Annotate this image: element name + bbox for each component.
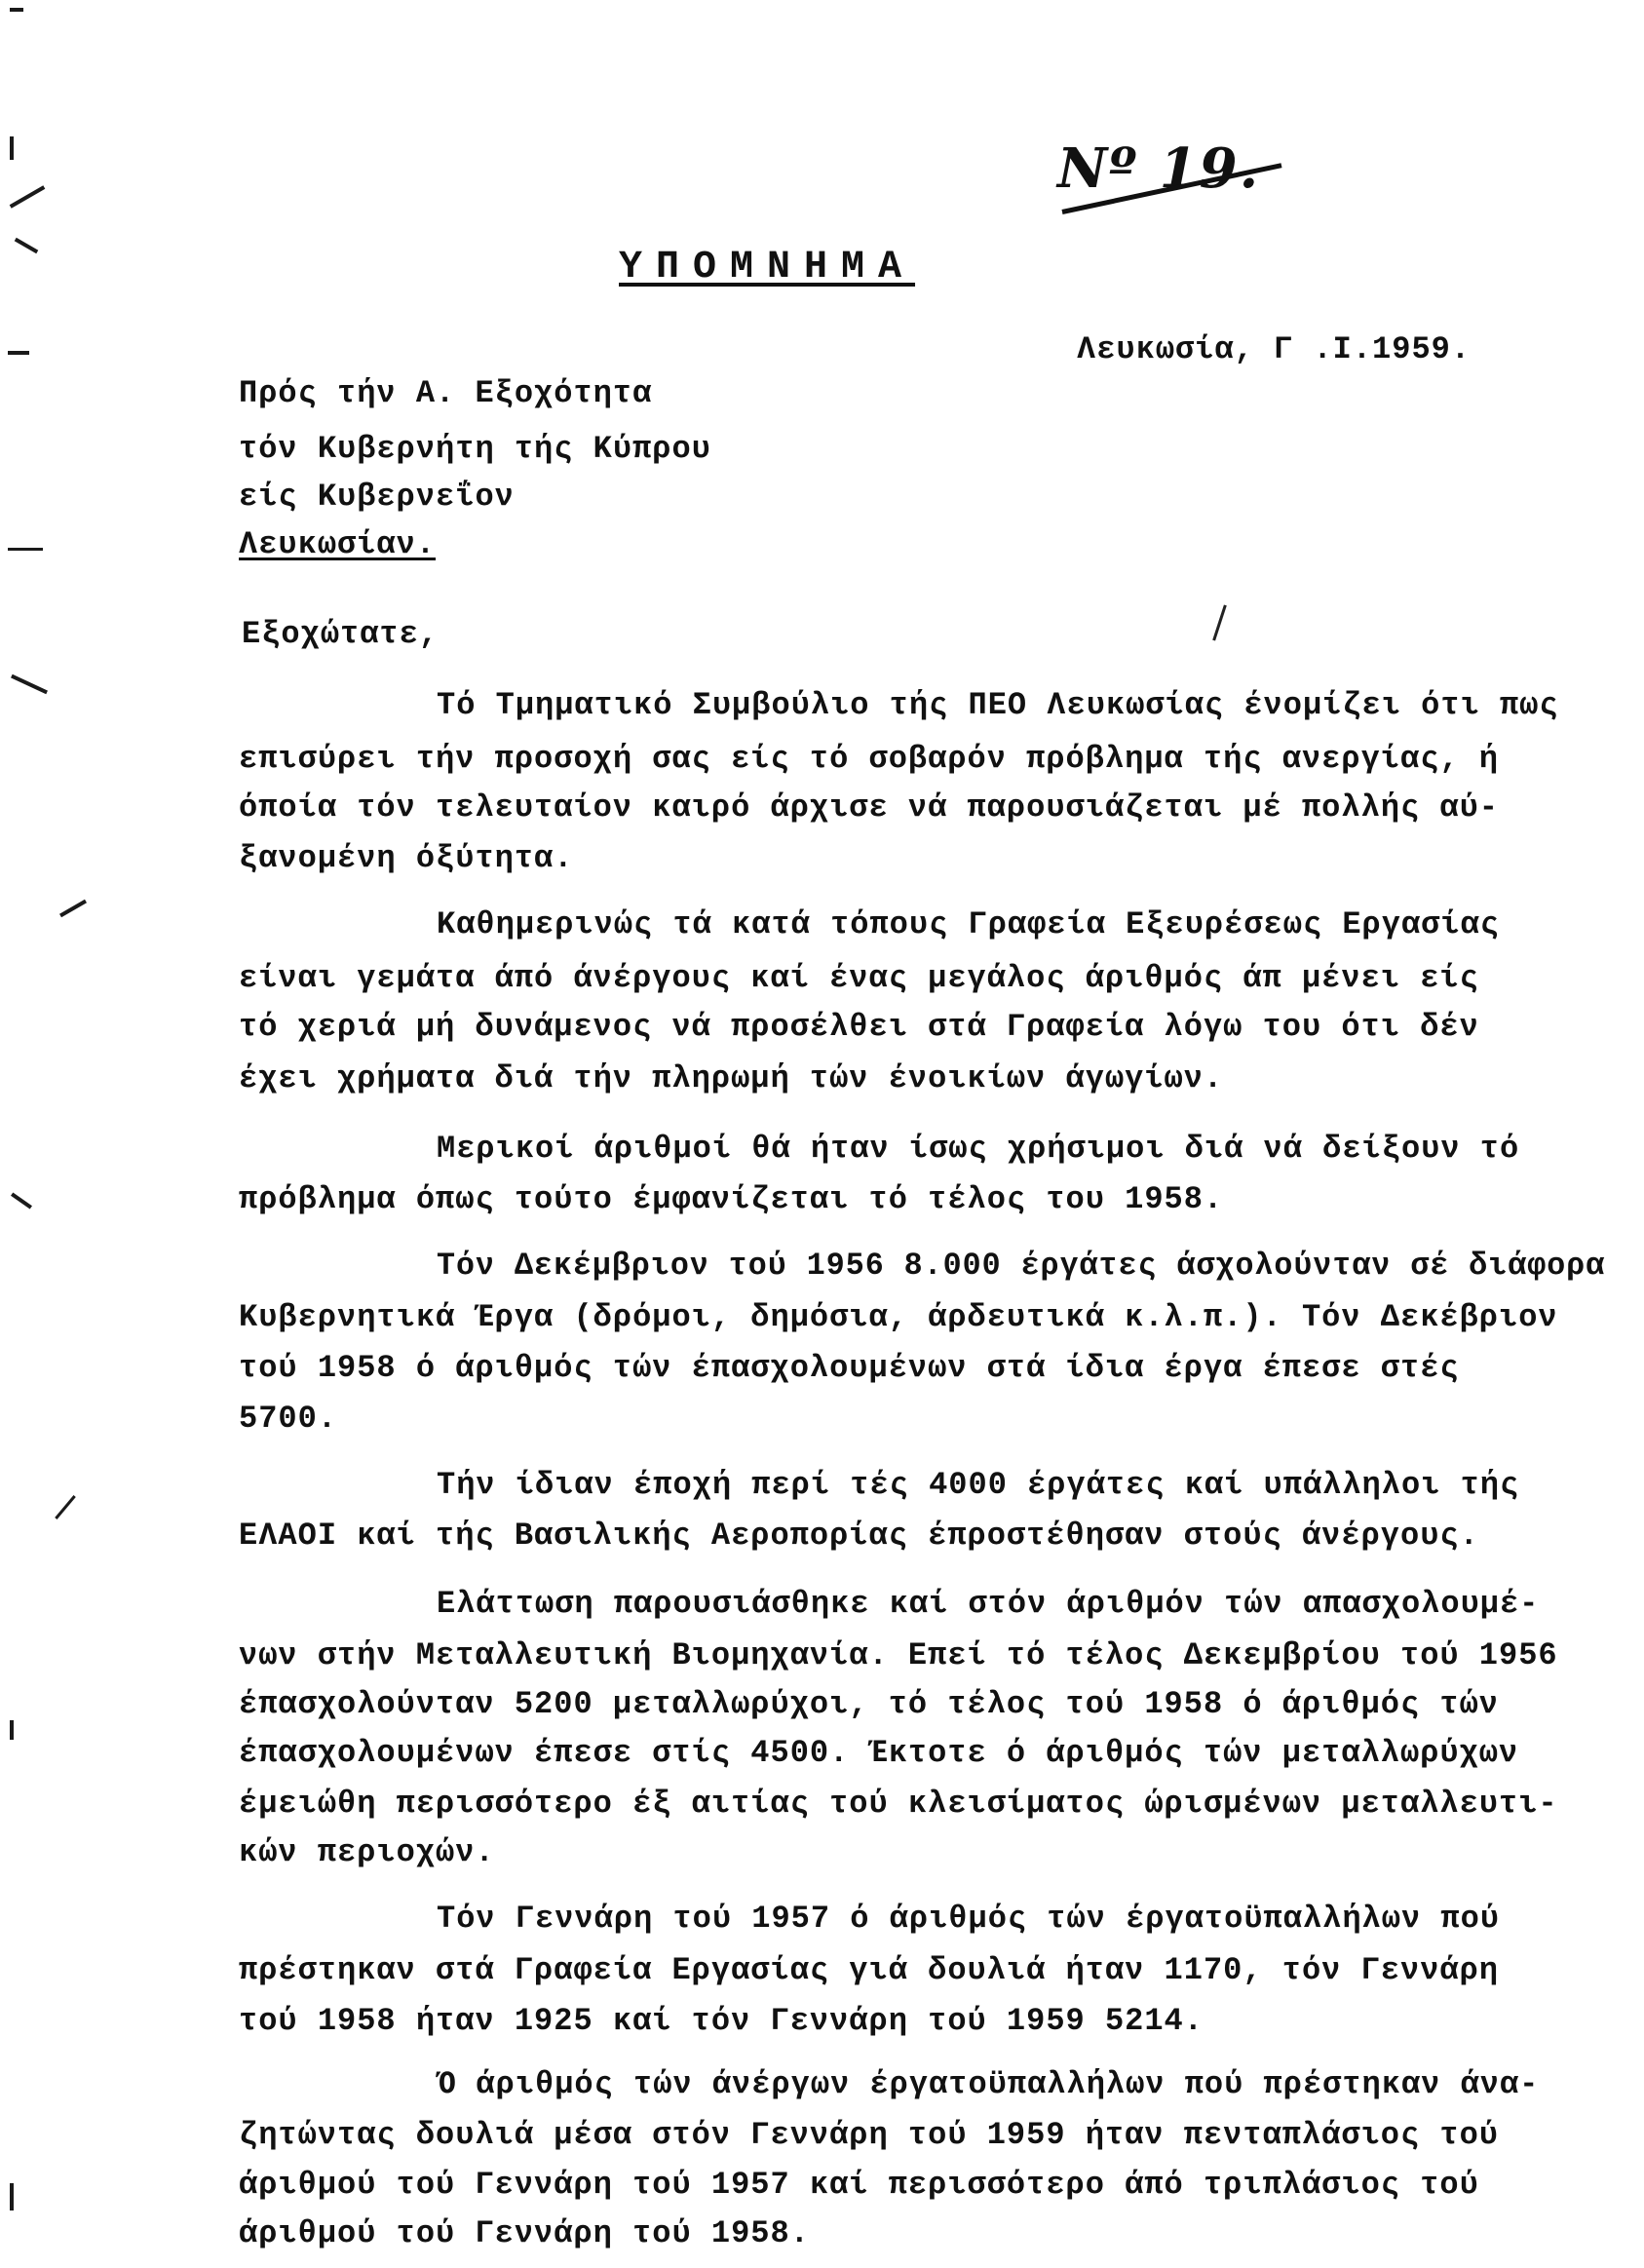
body-line: είναι γεμάτα άπό άνέργους καί ένας μεγάλος άριθμός άπ μένει είς <box>239 960 1479 996</box>
body-line: έμειώθη περισσότερο έξ αιτίας τού κλεισίματος ώρισμένων μεταλλευτι- <box>239 1786 1558 1822</box>
body-line: κών περιοχών. <box>239 1834 495 1870</box>
document-title: ΥΠΟΜΝΗΜΑ <box>619 246 916 289</box>
body-line: έχει χρήματα διά τήν πληρωμή τών ένοικίων άγωγίων. <box>239 1060 1224 1096</box>
address-line: τόν Κυβερνήτη τής Κύπρου <box>239 431 711 467</box>
body-line: έπασχολουμένων έπεσε στίς 4500. Έκτοτε ό άριθμός τών μεταλλωρύχων <box>239 1735 1519 1771</box>
scan-mark <box>8 351 29 355</box>
body-line: άριθμού τού Γεννάρη τού 1957 καί περισσότερο άπό τριπλάσιος τού <box>239 2167 1479 2203</box>
body-line: Ό άριθμός τών άνέργων έργατοϋπαλλήλων πού πρέστηκαν άνα- <box>437 2066 1540 2102</box>
body-line: ξανομένη όξύτητα. <box>239 840 574 876</box>
scan-mark <box>15 238 39 253</box>
body-line: Τόν Γεννάρη τού 1957 ό άριθμός τών έργατοϋπαλλήλων πού <box>437 1901 1500 1937</box>
body-line: 5700. <box>239 1401 338 1437</box>
body-line: τό χεριά μή δυνάμενος νά προσέλθει στά Γραφεία λόγω του ότι δέν <box>239 1009 1479 1045</box>
address-line: Πρός τήν Α. Εξοχότητα <box>239 375 653 411</box>
body-line: τού 1958 ήταν 1925 καί τόν Γεννάρη τού 1959 5214. <box>239 2003 1204 2039</box>
scan-mark <box>59 900 87 917</box>
body-line: Μερικοί άριθμοί θά ήταν ίσως χρήσιμοι διά νά δείξουν τό <box>437 1131 1520 1167</box>
scan-mark <box>10 136 14 160</box>
document-date: Λευκωσία, Γ .Ι.1959. <box>1077 331 1472 367</box>
scan-mark <box>55 1495 76 1519</box>
body-line: Ελάττωση παρουσιάσθηκε καί στόν άριθμόν τών απασχολουμέ- <box>437 1586 1540 1622</box>
salutation: Εξοχώτατε, <box>242 616 440 652</box>
body-line: Τήν ίδιαν έποχή περί τές 4000 έργάτες καί υπάλληλοι τής <box>437 1467 1520 1503</box>
scan-mark <box>10 1720 14 1740</box>
body-line: Καθημερινώς τά κατά τόπους Γραφεία Εξευρέσεως Εργασίας <box>437 906 1500 942</box>
body-line: επισύρει τήν προσοχή σας είς τό σοβαρόν πρόβλημα τής ανεργίας, ή <box>239 741 1499 777</box>
scan-mark <box>10 2183 14 2210</box>
body-line: έπασχολούνταν 5200 μεταλλωρύχοι, τό τέλος τού 1958 ό άριθμός τών <box>239 1686 1499 1722</box>
body-line: πρέστηκαν στά Γραφεία Εργασίας γιά δουλιά ήταν 1170, τόν Γεννάρη <box>239 1952 1499 1988</box>
body-line: Κυβερνητικά Έργα (δρόμοι, δημόσια, άρδευτικά κ.λ.π.). Τόν Δεκέβριον <box>239 1299 1558 1335</box>
scan-mark <box>11 1192 32 1209</box>
body-line: πρόβλημα όπως τούτο έμφανίζεται τό τέλος του 1958. <box>239 1181 1224 1217</box>
body-line: άριθμού τού Γεννάρη τού 1958. <box>239 2215 810 2251</box>
scan-mark <box>10 185 46 208</box>
scan-mark <box>11 674 48 695</box>
body-line: νων στήν Μεταλλευτική Βιομηχανία. Επεί τό τέλος Δεκεμβρίου τού 1956 <box>239 1637 1558 1673</box>
scan-mark <box>8 548 43 551</box>
address-line: Λευκωσίαν. <box>239 526 437 562</box>
body-line: όποία τόν τελευταίον καιρό άρχισε νά παρουσιάζεται μέ πολλής αύ- <box>239 789 1499 826</box>
body-line: ζητώντας δουλιά μέσα στόν Γεννάρη τού 1959 ήταν πενταπλάσιος τού <box>239 2117 1499 2153</box>
body-line: τού 1958 ό άριθμός τών έπασχολουμένων στά ίδια έργα έπεσε στές <box>239 1350 1460 1386</box>
body-line: Τόν Δεκέμβριον τού 1956 8.000 έργάτες άσχολούνταν σέ διάφορα <box>437 1248 1606 1284</box>
document-number-stamp: Nº 19. <box>1057 136 1261 201</box>
body-line: ΕΛΑΟΙ καί τής Βασιλικής Αεροπορίας έπροστέθησαν στούς άνέργους. <box>239 1518 1479 1554</box>
address-line: είς Κυβερνεΐον <box>239 479 515 515</box>
scan-mark <box>10 8 23 12</box>
body-line: Τό Τμηματικό Συμβούλιο τής ΠΕΟ Λευκωσίας ένομίζει ότι πως <box>437 687 1559 723</box>
pen-mark <box>1212 604 1227 640</box>
